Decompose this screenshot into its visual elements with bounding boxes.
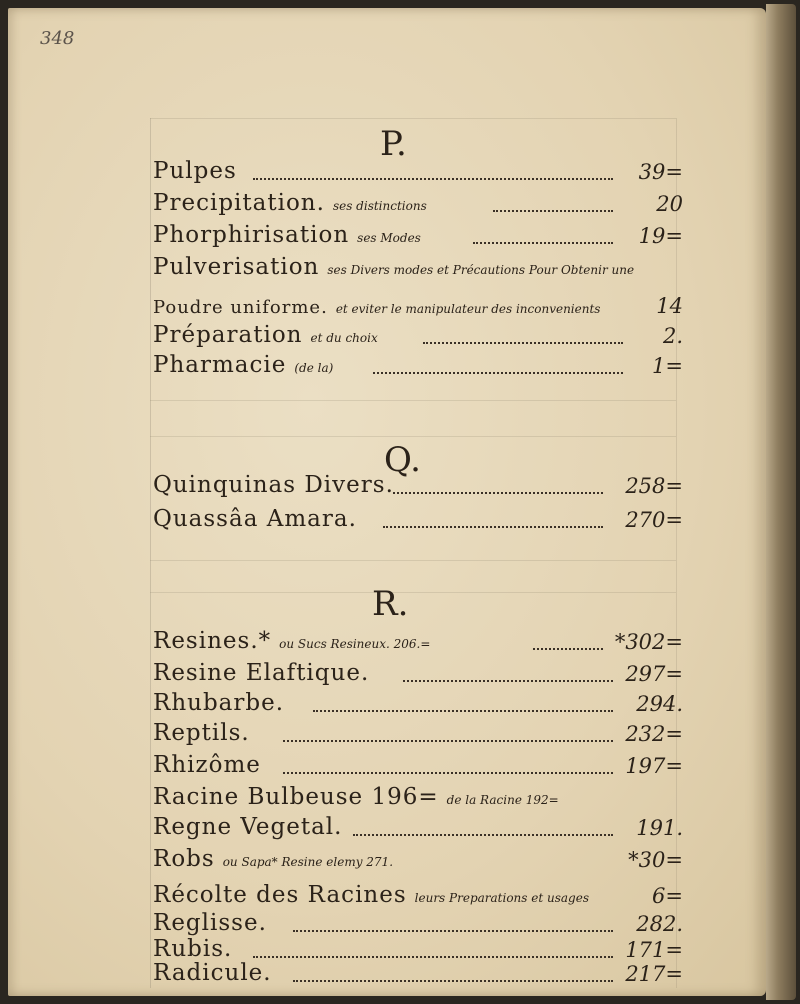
entry-page: 1= xyxy=(652,354,683,378)
leader-dots xyxy=(253,955,613,958)
index-entry xyxy=(153,882,683,910)
entry-name: Rhizôme xyxy=(153,752,261,778)
margin-rule-left xyxy=(150,118,151,988)
leader-dots xyxy=(283,771,613,774)
entry-page: 217= xyxy=(625,962,683,986)
index-entry xyxy=(153,960,683,988)
entry-name: Quassâa Amara. xyxy=(153,506,357,532)
index-entry xyxy=(153,472,683,500)
entry-note: de la Racine 192= xyxy=(446,793,559,807)
index-entry xyxy=(153,506,683,534)
leader-dots xyxy=(373,371,623,374)
entry-note: ou Sucs Resineux. 206.= xyxy=(279,637,431,651)
leader-dots xyxy=(393,491,603,494)
entry-name: Pulpes xyxy=(153,158,237,184)
entry-name: Reglisse. xyxy=(153,910,267,936)
entry-page: 197= xyxy=(625,754,683,778)
entry-name: Pulverisation ses Divers modes et Précautions Pour Obtenir une xyxy=(153,254,635,280)
entry-page: *302= xyxy=(614,630,683,654)
entry-note: et du choix xyxy=(310,331,378,345)
index-entry xyxy=(153,814,683,842)
entry-note: leurs Preparations et usages xyxy=(414,891,589,905)
ruled-line xyxy=(150,592,676,593)
entry-page: 20 xyxy=(656,192,683,216)
leader-dots xyxy=(293,979,613,982)
index-entry xyxy=(153,158,683,186)
entry-name: Préparation et du choix xyxy=(153,322,378,348)
entry-note: ses Modes xyxy=(357,231,421,245)
entry-name: Racine Bulbeuse 196= de la Racine 192= xyxy=(153,784,559,810)
entry-name: Resine Elaftique. xyxy=(153,660,370,686)
section-letter-q: Q. xyxy=(384,440,421,480)
leader-dots xyxy=(403,679,613,682)
entry-page: 171= xyxy=(625,938,683,962)
entry-page: 297= xyxy=(625,662,683,686)
index-entry xyxy=(153,628,683,656)
section-letter-r: R. xyxy=(372,584,409,624)
leader-dots xyxy=(473,241,613,244)
entry-name: Precipitation. ses distinctions xyxy=(153,190,427,216)
entry-note: et eviter le manipulateur des inconvenients xyxy=(335,302,601,316)
entry-name: Resines.* ou Sucs Resineux. 206.= xyxy=(153,628,431,654)
entry-page: 19= xyxy=(638,224,683,248)
ruled-line xyxy=(150,436,676,437)
entry-name: Phorphirisation ses Modes xyxy=(153,222,421,248)
entry-note: ses distinctions xyxy=(332,199,427,213)
entry-page: 14 xyxy=(656,294,683,318)
index-entry xyxy=(153,190,683,218)
entry-note: (de la) xyxy=(294,361,334,375)
entry-page: 282. xyxy=(636,912,683,936)
index-entry xyxy=(153,292,683,320)
section-letter-p: P. xyxy=(380,124,407,164)
ruled-line xyxy=(150,560,676,561)
index-entry xyxy=(153,784,683,812)
index-entry xyxy=(153,660,683,688)
entry-name: Regne Vegetal. xyxy=(153,814,343,840)
entry-name: Radicule. xyxy=(153,960,272,986)
index-entry xyxy=(153,846,683,874)
leader-dots xyxy=(313,709,613,712)
entry-name: Poudre uniforme. et eviter le manipulateur des inconvenients xyxy=(153,297,601,318)
book-spine xyxy=(766,4,796,1000)
leader-dots xyxy=(533,647,603,650)
entry-page: 6= xyxy=(652,884,683,908)
index-entry xyxy=(153,254,683,282)
index-entry xyxy=(153,322,683,350)
ruled-line xyxy=(150,400,676,401)
index-entry xyxy=(153,910,683,938)
entry-name: Rubis. xyxy=(153,936,233,962)
entry-page: 294. xyxy=(636,692,683,716)
entry-name: Robs ou Sapa* Resine elemy 271. xyxy=(153,846,394,872)
index-entry xyxy=(153,222,683,250)
folio-number: 348 xyxy=(40,28,75,49)
index-entry xyxy=(153,690,683,718)
entry-page: *30= xyxy=(628,848,683,872)
index-entry xyxy=(153,352,683,380)
leader-dots xyxy=(493,209,613,212)
entry-page: 232= xyxy=(625,722,683,746)
entry-page: 258= xyxy=(625,474,683,498)
entry-note: ou Sapa* Resine elemy 271. xyxy=(222,855,394,869)
entry-note: ses Divers modes et Précautions Pour Obtenir une xyxy=(327,263,635,277)
leader-dots xyxy=(423,341,623,344)
index-entry xyxy=(153,752,683,780)
leader-dots xyxy=(383,525,603,528)
entry-page: 191. xyxy=(636,816,683,840)
ruled-line xyxy=(150,118,676,119)
entry-name: Pharmacie (de la) xyxy=(153,352,334,378)
entry-name: Récolte des Racines leurs Preparations et usages xyxy=(153,882,589,908)
entry-name: Reptils. xyxy=(153,720,250,746)
entry-page: 2. xyxy=(662,324,683,348)
leader-dots xyxy=(353,833,613,836)
leader-dots xyxy=(253,177,613,180)
entry-page: 39= xyxy=(638,160,683,184)
leader-dots xyxy=(293,929,613,932)
index-entry xyxy=(153,720,683,748)
entry-name: Rhubarbe. xyxy=(153,690,285,716)
leader-dots xyxy=(283,739,613,742)
entry-page: 270= xyxy=(625,508,683,532)
entry-name: Quinquinas Divers. xyxy=(153,472,394,498)
